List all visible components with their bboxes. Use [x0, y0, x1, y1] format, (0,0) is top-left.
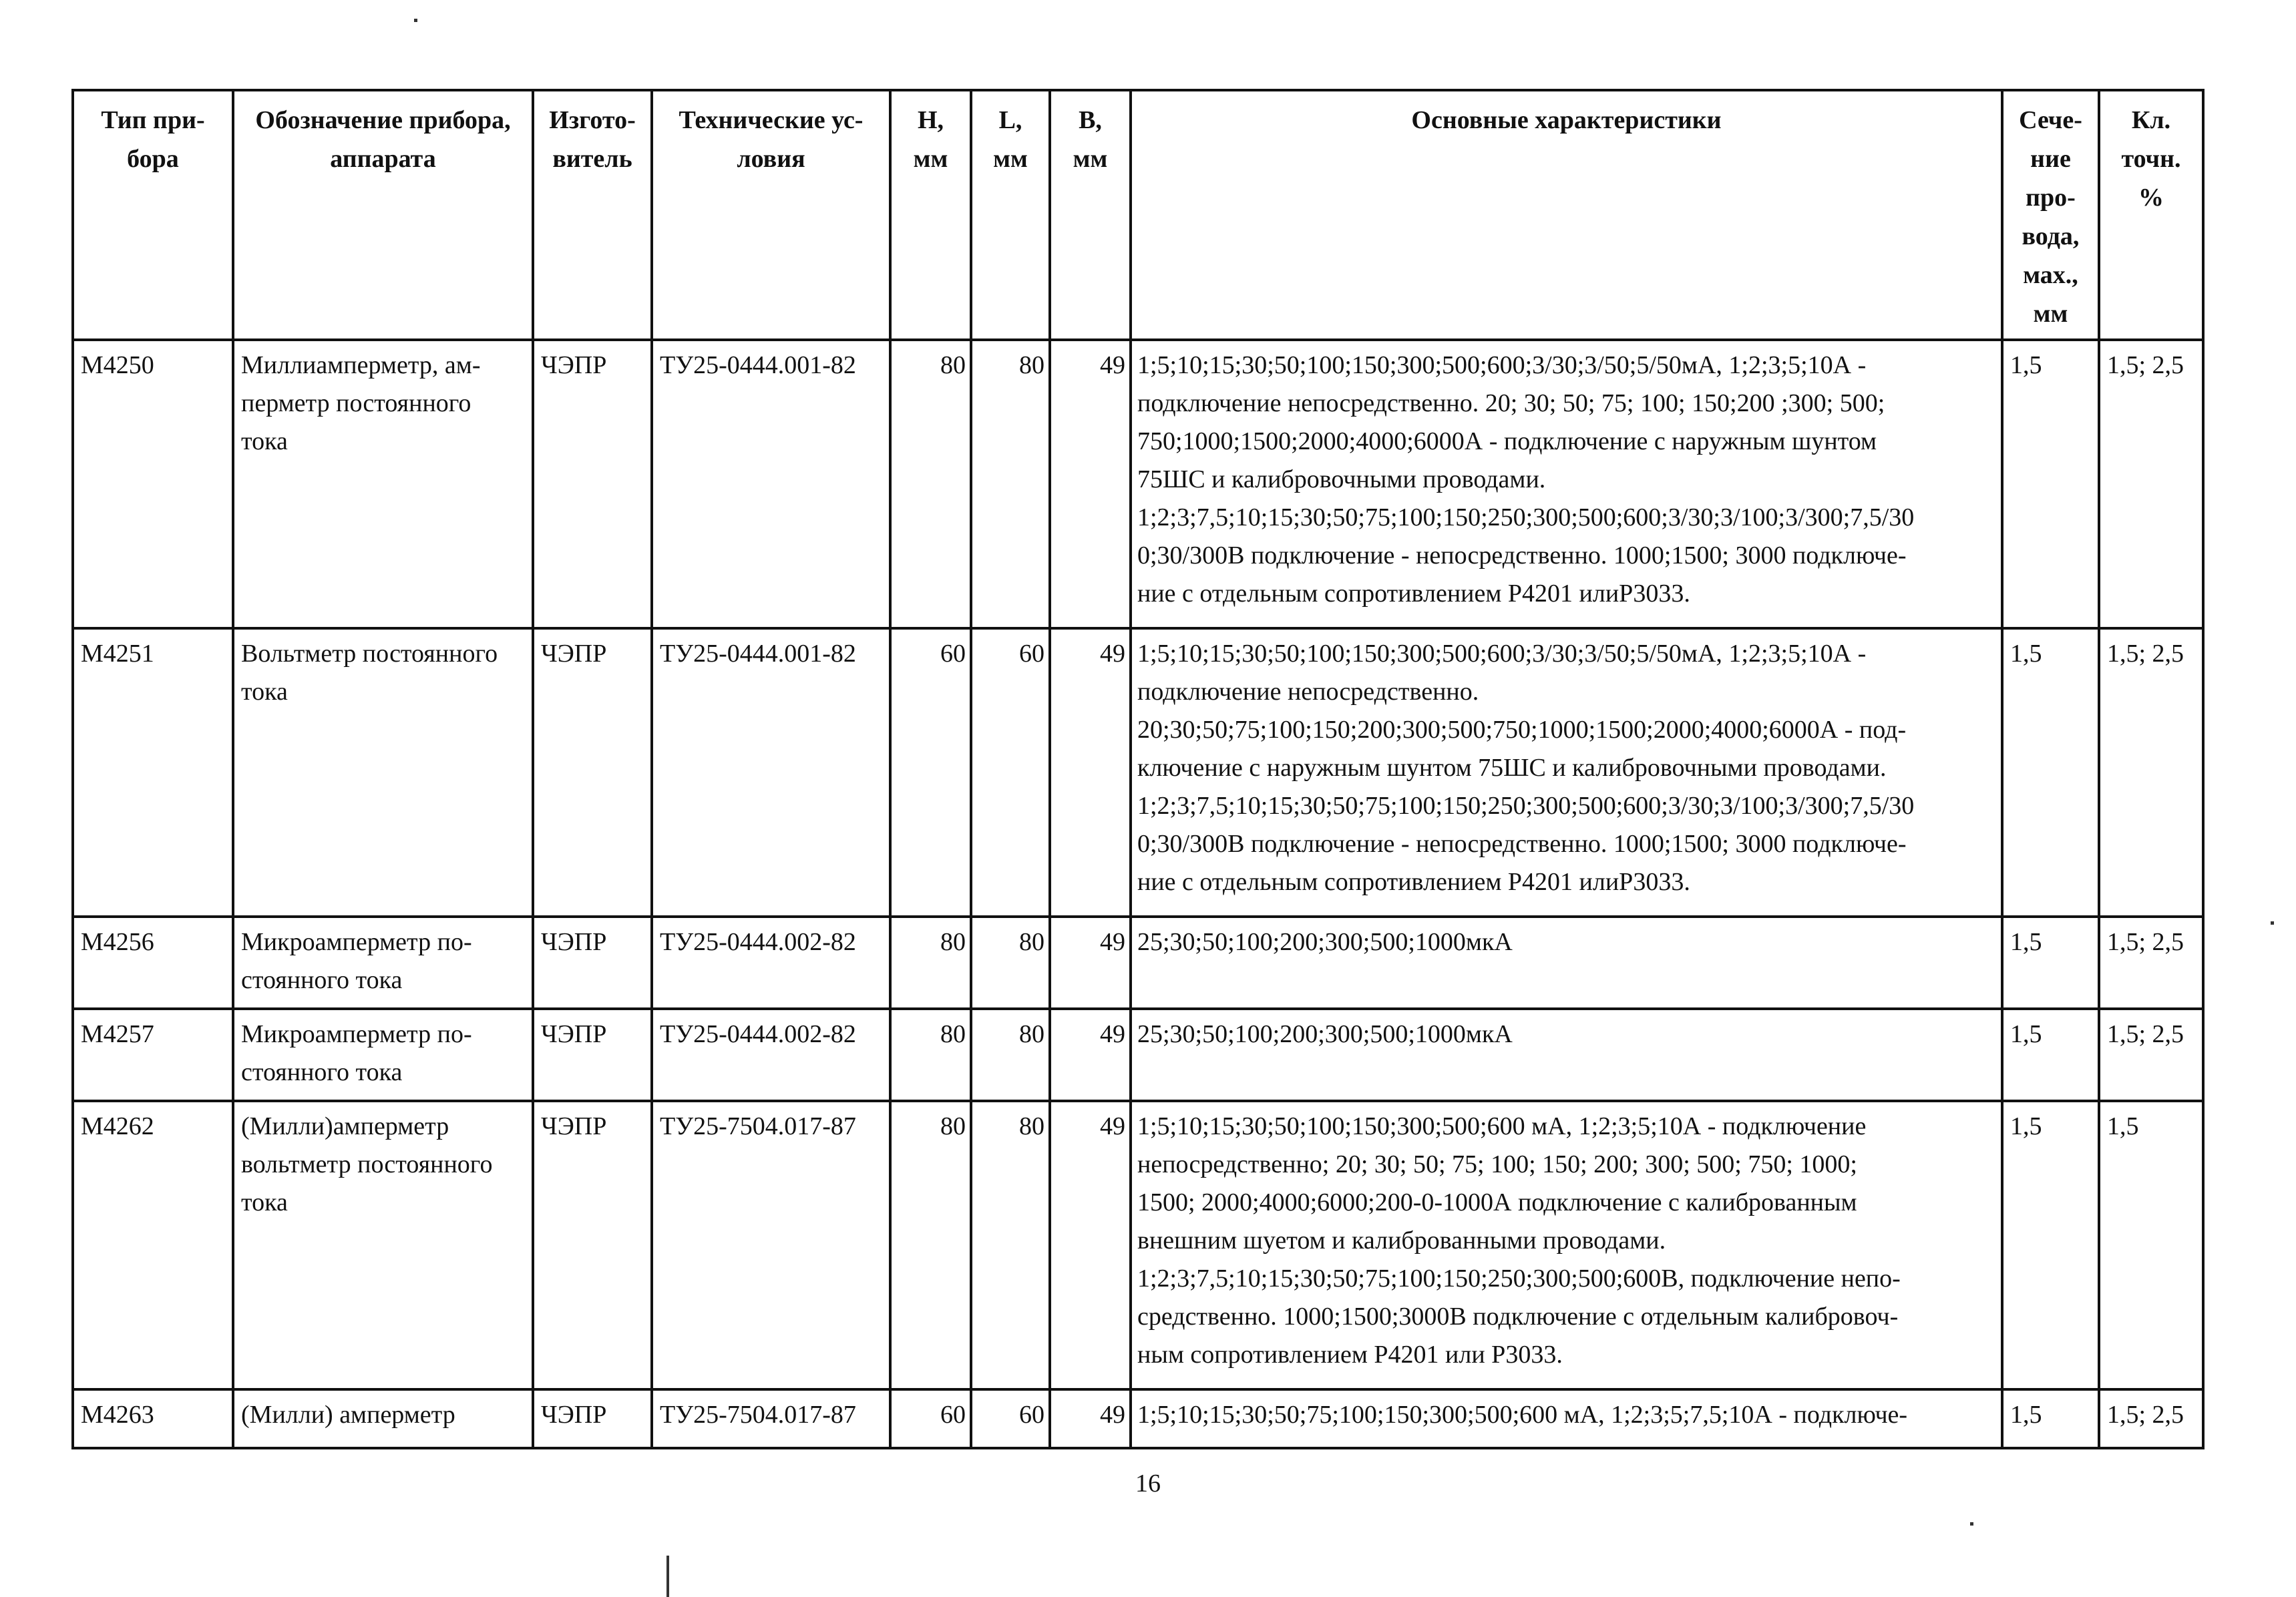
cell-tech-conditions: ТУ25-0444.002-82 [652, 917, 890, 1009]
cell-maker: ЧЭПР [533, 1389, 652, 1448]
cell-maker: ЧЭПР [533, 1009, 652, 1101]
cell-l: 60 [971, 1389, 1050, 1448]
cell-tech-conditions: ТУ25-7504.017-87 [652, 1389, 890, 1448]
cell-characteristics: 1;5;10;15;30;50;100;150;300;500;600;3/30;3/50;5/50мА, 1;2;3;5;10А - подключение непосредственно. 20;30;50;75;100;150;200;300;500;750;1000;1500;2000;4000;6000А - под- ключение с наружным шунтом 75ШС и калибровочными проводами. 1;2;3;7,5;10;15;30;50;75;100;150;250;300;500;600;3/30;3/100;3/300;7,5/30 0;30/300В подключение - непосредственно. 1000;1500; 3000 подключе- ние с отдельным сопротивлением Р4201 илиР3033. [1131, 628, 2002, 917]
header-wire-section: Сече- ние про- вода, мах., мм [2002, 90, 2099, 340]
cell-maker: ЧЭПР [533, 340, 652, 628]
cell-wire-section: 1,5 [2002, 1389, 2099, 1448]
table-row [73, 1009, 2203, 1101]
cell-b: 49 [1050, 340, 1131, 628]
header-designation: Обозначение прибора, аппарата [233, 90, 533, 340]
cell-characteristics: 25;30;50;100;200;300;500;1000мкА [1131, 917, 2002, 1009]
cell-designation: Вольтметр постоянного тока [233, 628, 533, 917]
cell-l: 60 [971, 628, 1050, 917]
cell-wire-section: 1,5 [2002, 917, 2099, 1009]
cell-accuracy-class: 1,5; 2,5 [2099, 628, 2203, 917]
cell-designation: (Милли)амперметр вольтметр постоянного тока [233, 1101, 533, 1389]
cell-accuracy-class: 1,5; 2,5 [2099, 917, 2203, 1009]
header-b: В, мм [1050, 90, 1131, 340]
cell-accuracy-class: 1,5; 2,5 [2099, 1389, 2203, 1448]
table-row [73, 340, 2203, 628]
cell-accuracy-class: 1,5; 2,5 [2099, 1009, 2203, 1101]
table-header-row [73, 90, 2203, 340]
table-row [73, 628, 2203, 917]
cell-wire-section: 1,5 [2002, 340, 2099, 628]
header-h: Н, мм [890, 90, 971, 340]
cell-wire-section: 1,5 [2002, 628, 2099, 917]
header-tech-conditions: Технические ус- ловия [652, 90, 890, 340]
cell-h: 60 [890, 1389, 971, 1448]
cell-type: М4257 [73, 1009, 233, 1101]
cell-accuracy-class: 1,5 [2099, 1101, 2203, 1389]
cell-type: М4262 [73, 1101, 233, 1389]
cell-characteristics: 1;5;10;15;30;50;100;150;300;500;600 мА, 1;2;3;5;10А - подключение непосредственно; 20; 30; 50; 75; 100; 150; 200; 300; 500; 750; 1000; 1500; 2000;4000;6000;200-0-1000А подключение с калиброванным внешним шуетом и калиброванными проводами. 1;2;3;7,5;10;15;30;50;75;100;150;250;300;500;600В, подключение непо- средственно. 1000;1500;3000В подключение с отдельным калибровоч- ным сопротивлением Р4201 или Р3033. [1131, 1101, 2002, 1389]
cell-h: 80 [890, 1101, 971, 1389]
cell-b: 49 [1050, 628, 1131, 917]
cell-b: 49 [1050, 917, 1131, 1009]
cell-designation: Микроамперметр по- стоянного тока [233, 1009, 533, 1101]
cell-h: 60 [890, 628, 971, 917]
cell-l: 80 [971, 917, 1050, 1009]
cell-designation: Миллиамперметр, ам- перметр постоянного тока [233, 340, 533, 628]
scan-dot [1970, 1522, 1973, 1526]
scan-mark [666, 1556, 669, 1597]
cell-maker: ЧЭПР [533, 917, 652, 1009]
cell-designation: (Милли) амперметр [233, 1389, 533, 1448]
cell-b: 49 [1050, 1389, 1131, 1448]
header-characteristics: Основные характеристики [1131, 90, 2002, 340]
cell-type: М4250 [73, 340, 233, 628]
cell-h: 80 [890, 1009, 971, 1101]
cell-wire-section: 1,5 [2002, 1101, 2099, 1389]
cell-l: 80 [971, 340, 1050, 628]
cell-tech-conditions: ТУ25-0444.002-82 [652, 1009, 890, 1101]
instrument-spec-table [71, 89, 2205, 1449]
cell-l: 80 [971, 1009, 1050, 1101]
header-l: L, мм [971, 90, 1050, 340]
cell-characteristics: 1;5;10;15;30;50;75;100;150;300;500;600 мА, 1;2;3;5;7,5;10А - подключе- [1131, 1389, 2002, 1448]
cell-maker: ЧЭПР [533, 628, 652, 917]
table-row [73, 1389, 2203, 1448]
cell-l: 80 [971, 1101, 1050, 1389]
cell-maker: ЧЭПР [533, 1101, 652, 1389]
scan-dot [2271, 921, 2274, 925]
cell-tech-conditions: ТУ25-0444.001-82 [652, 628, 890, 917]
cell-type: М4251 [73, 628, 233, 917]
cell-characteristics: 25;30;50;100;200;300;500;1000мкА [1131, 1009, 2002, 1101]
cell-b: 49 [1050, 1009, 1131, 1101]
cell-h: 80 [890, 917, 971, 1009]
page-number: 16 [1135, 1469, 1161, 1498]
header-maker: Изгото- витель [533, 90, 652, 340]
cell-tech-conditions: ТУ25-7504.017-87 [652, 1101, 890, 1389]
cell-type: М4263 [73, 1389, 233, 1448]
cell-wire-section: 1,5 [2002, 1009, 2099, 1101]
table-row [73, 1101, 2203, 1389]
cell-accuracy-class: 1,5; 2,5 [2099, 340, 2203, 628]
header-accuracy-class: Кл. точн. % [2099, 90, 2203, 340]
scan-dot [414, 19, 417, 22]
header-type: Тип при- бора [73, 90, 233, 340]
cell-designation: Микроамперметр по- стоянного тока [233, 917, 533, 1009]
table-row [73, 917, 2203, 1009]
cell-tech-conditions: ТУ25-0444.001-82 [652, 340, 890, 628]
cell-characteristics: 1;5;10;15;30;50;100;150;300;500;600;3/30;3/50;5/50мА, 1;2;3;5;10А - подключение непосредственно. 20; 30; 50; 75; 100; 150;200 ;300; 500; 750;1000;1500;2000;4000;6000А - подключение с наружным шунтом 75ШС и калибровочными проводами. 1;2;3;7,5;10;15;30;50;75;100;150;250;300;500;600;3/30;3/100;3/300;7,5/30 0;30/300В подключение - непосредственно. 1000;1500; 3000 подключе- ние с отдельным сопротивлением Р4201 илиР3033. [1131, 340, 2002, 628]
cell-b: 49 [1050, 1101, 1131, 1389]
cell-type: М4256 [73, 917, 233, 1009]
cell-h: 80 [890, 340, 971, 628]
